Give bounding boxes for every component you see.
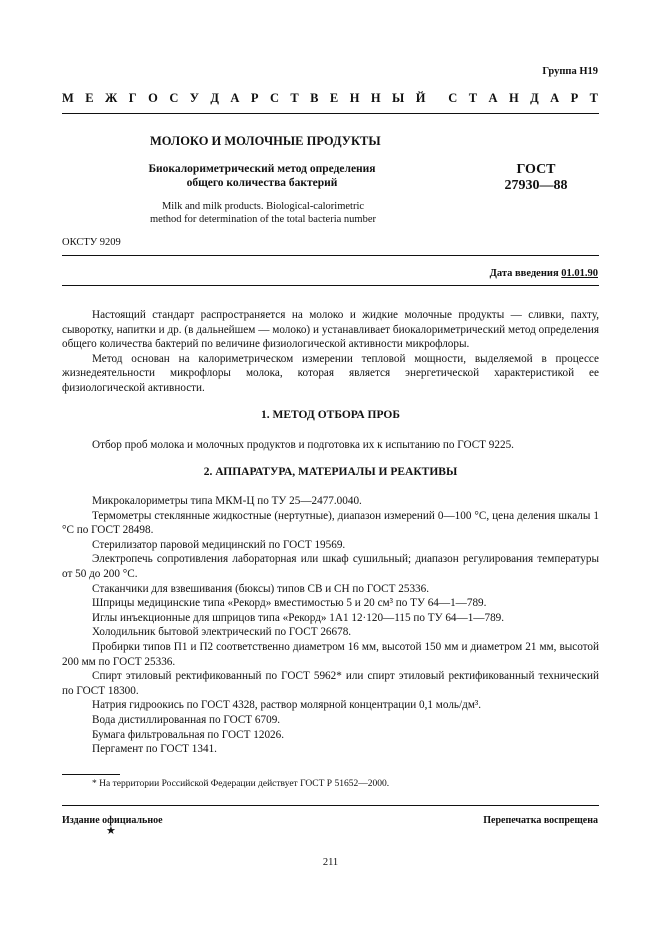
- section-1-text: [62, 438, 599, 453]
- list-item: Холодильник бытовой электрический по ГОСТ 26678.: [92, 626, 352, 639]
- standard-heading-letter: А: [230, 91, 240, 105]
- intro-date-value: 01.01.90: [561, 268, 598, 279]
- gost-designation: [486, 162, 586, 194]
- list-item: Натрия гидроокись по ГОСТ 4328, раствор молярной концентрации 0,1 моль/дм³.: [92, 699, 482, 712]
- english-line-1: Milk and milk products. Biological-calorimetric: [161, 201, 365, 212]
- document-subtitle: [130, 162, 394, 190]
- standard-heading-letter: Т: [589, 91, 598, 105]
- standard-heading-letter: О: [148, 91, 158, 105]
- page-number: 211: [322, 857, 339, 868]
- list-item: Пробирки типов П1 и П2 соответственно диаметром 16 мм, высотой 150 мм и диаметром 21 мм, высотой 200 мм по ГОСТ 25336.: [62, 640, 599, 668]
- standard-heading-letter: В: [310, 91, 319, 105]
- standard-heading-letter: Ы: [392, 91, 405, 105]
- standard-heading-letter: Т: [468, 91, 478, 105]
- gost-label: ГОСТ: [516, 162, 556, 177]
- header-rule: [62, 113, 599, 114]
- list-item: Бумага фильтровальная по ГОСТ 12026.: [92, 728, 285, 741]
- list-item: Спирт этиловый ректификованный по ГОСТ 5962* или спирт этиловый ректификованный технический по ГОСТ 18300.: [62, 670, 599, 697]
- standard-heading-letter: У: [189, 91, 199, 105]
- standard-heading-letter: Е: [329, 91, 339, 105]
- standard-heading-letter: С: [269, 91, 279, 105]
- standard-heading-letter: Г: [128, 91, 137, 105]
- section-1-paragraph: Отбор проб молока и молочных продуктов и подготовка их к испытанию по ГОСТ 9225.: [92, 439, 514, 451]
- standard-heading-letter: Д: [210, 91, 219, 105]
- standard-heading-letter: Р: [570, 91, 579, 105]
- standard-heading-letter: Р: [250, 91, 259, 105]
- gost-number: 27930—88: [504, 178, 568, 193]
- subtitle-line-2: общего количества бактерий: [186, 177, 338, 189]
- reprint-notice: Перепечатка воспрещена: [483, 815, 598, 826]
- section-1-title: 1. МЕТОД ОТБОРА ПРОБ: [261, 409, 400, 421]
- footnote: * На территории Российской Федерации действует ГОСТ Р 51652—2000.: [92, 779, 390, 789]
- intro-date: [490, 268, 598, 279]
- standard-heading: [62, 91, 598, 106]
- section-2-list: [62, 494, 599, 757]
- list-item: Электропечь сопротивления лабораторная или шкаф сушильный; диапазон регулирования температуры от 50 до 200 °С.: [62, 553, 599, 580]
- list-item: Микрокалориметры типа МКМ-Ц по ТУ 25—2477.0040.: [92, 495, 362, 507]
- edition-label: Издание официальное: [62, 815, 163, 826]
- standard-heading-letter: А: [488, 91, 498, 105]
- okstu-rule: [62, 255, 599, 256]
- intro-text: [62, 308, 599, 396]
- intro-paragraph-1: Настоящий стандарт распространяется на молоко и жидкие молочные продукты — сливки, пахту, сыворотку, напитки и др. (в дальнейшем — молоко) и устанавливает биокалориметрический метод определения общего количества бактерий по величине физиологической активности микрофлоры.: [62, 309, 599, 351]
- standard-heading-letter: С: [448, 91, 458, 105]
- list-item: Термометры стеклянные жидкостные (нертутные), диапазон измерений 0—100 °С, цена деления шкалы 1 °С по ГОСТ 28498.: [62, 509, 599, 537]
- list-item: Вода дистиллированная по ГОСТ 6709.: [92, 713, 281, 726]
- list-item: Шприцы медицинские типа «Рекорд» вместимостью 5 и 20 см³ по ТУ 64—1—789.: [92, 597, 487, 610]
- standard-heading-letter: Д: [530, 91, 539, 105]
- standard-heading-letter: Е: [85, 91, 94, 105]
- group-code: Группа Н19: [542, 66, 598, 77]
- intro-paragraph-2: Метод основан на калориметрическом измерении тепловой мощности, выделяемой в процессе жизнедеятельности микрофлоры молока, которая является энергетической характеристикой ее физиологической активности.: [62, 352, 599, 394]
- star-icon: ★: [106, 825, 116, 837]
- footnote-rule: [62, 774, 120, 775]
- list-item: Стерилизатор паровой медицинский по ГОСТ 19569.: [92, 538, 346, 551]
- footer-rule: [62, 805, 599, 806]
- intro-date-label: Дата введения: [489, 268, 559, 279]
- standard-heading-letter: А: [550, 91, 560, 105]
- english-line-2: method for determination of the total bacteria number: [150, 214, 376, 225]
- standard-heading-letter: М: [62, 91, 74, 105]
- standard-heading-letter: Й: [415, 91, 426, 105]
- section-2-title: 2. АППАРАТУРА, МАТЕРИАЛЫ И РЕАКТИВЫ: [203, 466, 458, 478]
- standard-heading-letter: Н: [349, 91, 360, 105]
- list-item: Иглы инъекционные для шприцов типа «Рекорд» 1А1 12·120—115 по ТУ 64—1—789.: [92, 611, 505, 624]
- standard-heading-letter: Н: [370, 91, 381, 105]
- okstu-code: ОКСТУ 9209: [62, 237, 121, 248]
- date-rule: [62, 285, 599, 286]
- subtitle-line-1: Биокалориметрический метод определения: [148, 163, 376, 175]
- standard-heading-letter: Н: [508, 91, 519, 105]
- document-title: МОЛОКО И МОЛОЧНЫЕ ПРОДУКТЫ: [150, 134, 381, 148]
- list-item: Пергамент по ГОСТ 1341.: [92, 743, 217, 756]
- english-title: [132, 200, 394, 226]
- standard-heading-letter: С: [169, 91, 179, 105]
- standard-heading-letter: Ж: [105, 91, 118, 105]
- standard-heading-letter: Т: [290, 91, 299, 105]
- list-item: Стаканчики для взвешивания (бюксы) типов СВ и СН по ГОСТ 25336.: [92, 582, 430, 595]
